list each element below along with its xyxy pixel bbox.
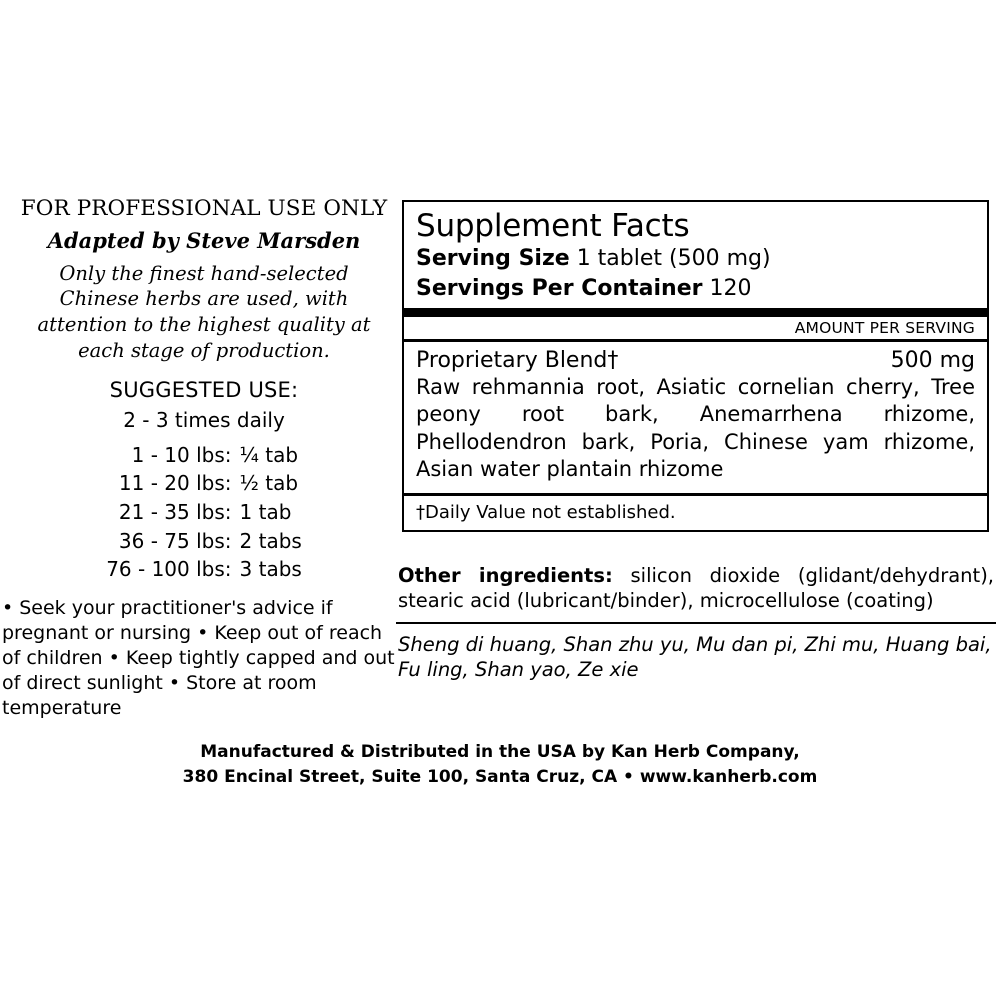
thick-divider xyxy=(404,308,987,317)
supplement-facts-header xyxy=(404,202,987,302)
table-row xyxy=(106,527,302,556)
cautions-text: • Seek your practitioner's advice if pregnant or nursing • Keep out of reach of children • Keep tightly capped and out of direct sunlight • Store at room temperature xyxy=(2,597,395,719)
dose-weight: 76 - 100 lbs: xyxy=(106,557,232,582)
dose-weight: 36 - 75 lbs: xyxy=(118,528,232,553)
table-row xyxy=(106,498,302,527)
table-row xyxy=(106,441,302,470)
proprietary-blend-ingredients: Raw rehmannia root, Asiatic cornelian cherry, Tree peony root bark, Anemarrhena rhizome, Phellodendron bark, Poria, Chinese yam rhizome, Asian water plantain rhizome xyxy=(416,374,975,481)
dose-weight: 1 - 10 lbs: xyxy=(131,442,232,467)
pinyin-ingredients: Sheng di huang, Shan zhu yu, Mu dan pi, Zhi mu, Huang bai, Fu ling, Shan yao, Ze xie xyxy=(398,632,992,681)
servings-per-container-row xyxy=(416,275,975,303)
amount-per-serving-label: AMOUNT PER SERVING xyxy=(794,319,975,338)
below-panel-section xyxy=(396,556,996,682)
dose-weight: 11 - 20 lbs: xyxy=(118,471,232,496)
dose-frequency: 2 - 3 times daily xyxy=(123,408,285,433)
left-information-column xyxy=(2,196,398,721)
quality-note: Only the finest hand-selected Chinese herbs are used, with attention to the highest quality at each stage of production. xyxy=(37,261,371,363)
other-ingredients-value: silicon dioxide (glidant/dehydrant), stearic acid (lubricant/binder), microcellulose (coating) xyxy=(398,564,994,612)
adapted-by-line: Adapted by Steve Marsden xyxy=(47,228,361,254)
dosage-table xyxy=(106,441,302,584)
manufacturer-line-1: Manufactured & Distributed in the USA by Kan Herb Company, xyxy=(200,742,800,762)
table-row xyxy=(106,470,302,499)
serving-size-value: 1 tablet (500 mg) xyxy=(576,246,771,272)
table-row xyxy=(106,556,302,585)
suggested-use-heading: SUGGESTED USE: xyxy=(109,378,299,403)
manufacturer-line-2: 380 Encinal Street, Suite 100, Santa Cruz, CA • www.kanherb.com xyxy=(182,766,818,787)
other-ingredients-label: Other ingredients: xyxy=(398,564,613,587)
proprietary-blend-label: Proprietary Blend† xyxy=(416,347,619,373)
professional-use-heading: FOR PROFESSIONAL USE ONLY xyxy=(20,196,388,221)
supplement-facts-panel xyxy=(402,200,989,532)
supplement-facts-title: Supplement Facts xyxy=(416,208,690,244)
manufacturer-block xyxy=(0,740,1000,789)
daily-value-note: †Daily Value not established. xyxy=(416,501,676,523)
dose-amount: 2 tabs xyxy=(239,528,302,553)
proprietary-blend-row xyxy=(404,342,987,373)
dose-amount: 1 tab xyxy=(239,499,292,524)
dose-amount: ½ tab xyxy=(239,471,299,496)
serving-size-row xyxy=(416,245,975,273)
servings-per-container-label: Servings Per Container xyxy=(416,275,703,301)
servings-per-container-value: 120 xyxy=(709,275,752,301)
other-ingredients-row xyxy=(396,556,996,622)
proprietary-blend-amount: 500 mg xyxy=(890,347,975,373)
dose-amount: ¼ tab xyxy=(239,442,299,467)
serving-size-label: Serving Size xyxy=(416,246,570,272)
dose-weight: 21 - 35 lbs: xyxy=(118,499,232,524)
dose-amount: 3 tabs xyxy=(239,557,302,582)
